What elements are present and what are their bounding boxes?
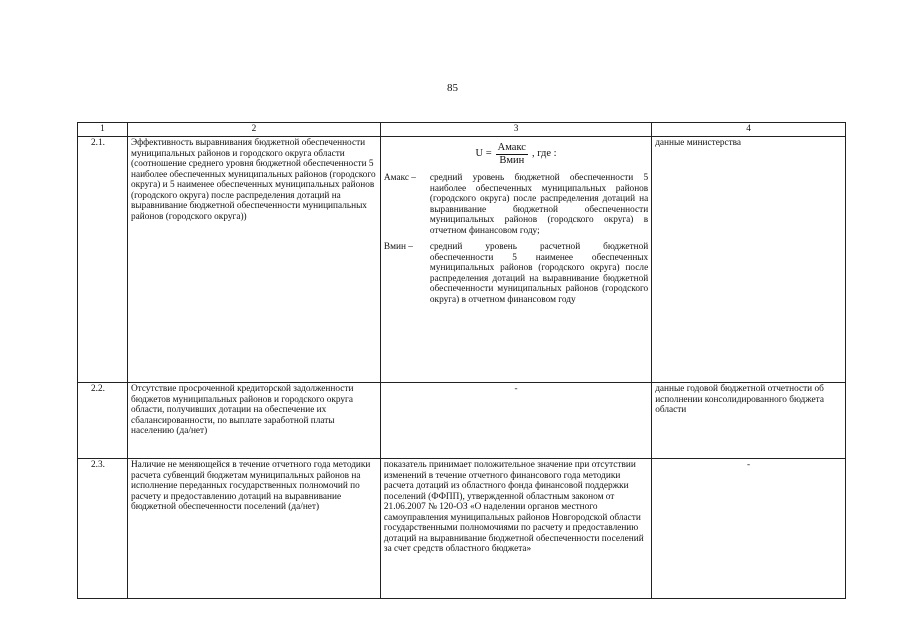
formula-lhs: U = [475,148,492,160]
table-row [78,383,846,459]
indicator-text: Эффективность выравнивания бюджетной обеспеченности муниципальных районов и городского округа области (соотношение среднего уровня бюджетной обеспеченности 5 наиболее обеспеченных муниципальных районов (городского округа) и 5 наименее обеспеченных муниципальных районов (городского округа) после распределения дотаций на выравнивание бюджетной обеспеченности муниципальных районов (городского округа)) [127,137,380,383]
source-text: - [652,459,846,599]
indicators-table [77,122,846,599]
definition-text: средний уровень расчетной бюджетной обеспеченности 5 наименее обеспеченных муниципальных районов (городского округа) после распределения дотаций на выравнивание бюджетной обеспеченности муниципальных районов (городского округа) в отчетном финансовом году [429,242,649,305]
row-number: 2.1. [78,137,128,383]
header-col-2: 2 [127,123,380,137]
row-number: 2.3. [78,459,128,599]
method-cell [380,137,651,383]
source-text: данные министерства [652,137,846,383]
header-col-1: 1 [78,123,128,137]
formula-numerator: Амакс [497,142,526,153]
definition-amax [384,173,648,236]
definition-term: Амакс – [383,173,416,183]
method-text: - [380,383,651,459]
formula-suffix: , где : [531,148,557,160]
header-col-4: 4 [652,123,846,137]
indicator-text: Отсутствие просроченной кредиторской задолженности бюджетов муниципальных районов и городского округа области, получивших дотации на обеспечение их сбалансированности, по выплате заработной платы населению (да/нет) [127,383,380,459]
definition-term: Вмин – [383,242,413,252]
formula-fraction [496,142,528,167]
formula-denominator: Вмин [499,155,525,166]
row-number: 2.2. [78,383,128,459]
source-text: данные годовой бюджетной отчетности об исполнении консолидированного бюджета области [652,383,846,459]
method-text: показатель принимает положительное значение при отсутствии изменений в течение отчетного финансового года методики расчета дотаций из областного фонда финансовой поддержки поселений (ФФПП), утвержденной областным законом от 21.06.2007 № 120-ОЗ «О наделении органов местного самоуправления муниципальных районов Новгородской области государственными полномочиями по расчету и предоставлению дотаций на выравнивание бюджетной обеспеченности поселений за счет средств областного бюджета» [380,459,651,599]
formula [384,142,648,167]
header-col-3: 3 [380,123,651,137]
table-header-row [78,123,846,137]
definition-bmin [384,242,648,305]
definition-text: средний уровень бюджетной обеспеченности 5 наиболее обеспеченных муниципальных районов (городского округа) после распределения дотаций на выравнивание бюджетной обеспеченности муниципальных районов (городского округа) в отчетном финансовом году; [429,173,649,236]
indicator-text: Наличие не меняющейся в течение отчетного года методики расчета субвенций бюджетам муниципальных районов на исполнение переданных государственных полномочий по расчету и предоставлению дотаций на выравнивание бюджетной обеспеченности поселений (да/нет) [127,459,380,599]
table-row [78,137,846,383]
table-row [78,459,846,599]
page-number: 85 [447,82,458,94]
